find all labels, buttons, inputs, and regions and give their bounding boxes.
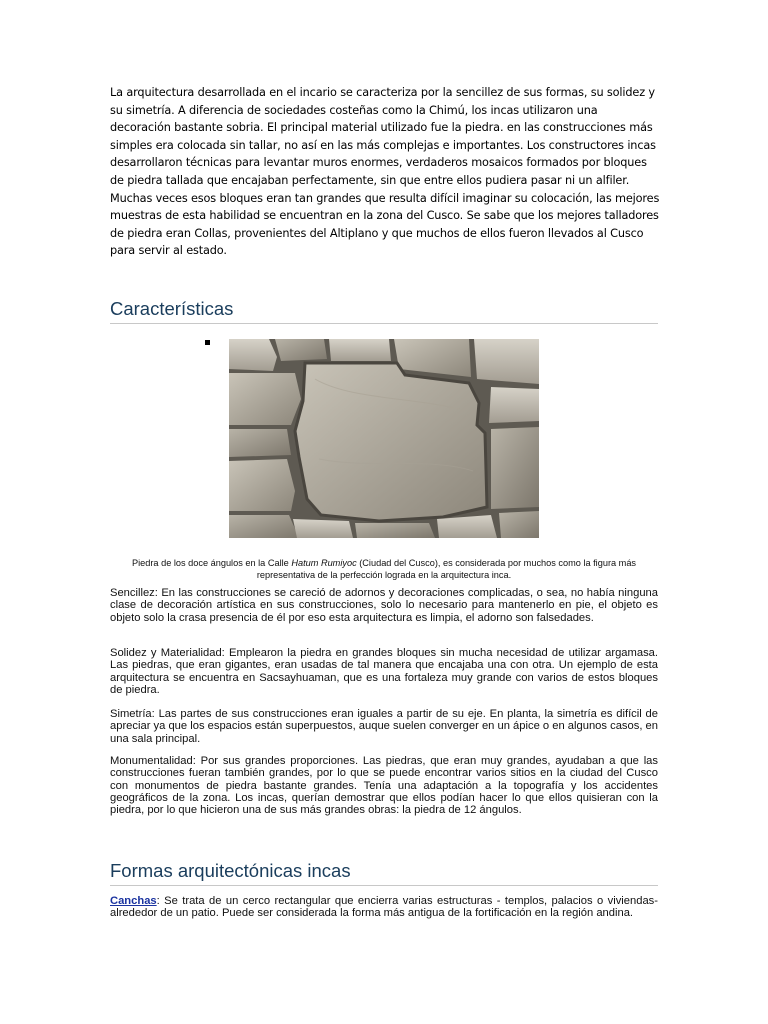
photo-caption bbox=[110, 557, 658, 582]
canchas-text: : Se trata de un cerco rectangular que encierra varias estructuras - templos, palacios o viviendas- alrededor de un patio. Puede ser considerada la forma más antigua de la fortificación en la región andina. bbox=[110, 895, 658, 920]
paragraph-simetria: Simetría: Las partes de sus construcciones eran iguales a partir de su eje. En planta, la simetría es difícil de apreciar ya que los espacios están superpuestos, auque suelen converger en un ápice o en algunos casos, en una sala principal. bbox=[110, 708, 658, 745]
heading-caracteristicas: Características bbox=[110, 298, 658, 324]
paragraph-solidez: Solidez y Materialidad: Emplearon la piedra en grandes bloques sin mucha necesidad de utilizar argamasa. Las piedras, que eran gigantes, eran usadas de tal manera que encajaba una con otra. Un ejemplo de esta arquitectura se encuentra en Sacsayhuaman, que es una fortaleza muy grande con varios de estos bloques de piedra. bbox=[110, 647, 658, 696]
paragraph-sencillez: Sencillez: En las construcciones se careció de adornos y decoraciones complicadas, o sea, no había ninguna clase de decoración artística en sus construcciones, solo lo necesario para mantenerlo en pie, el objeto es objeto solo la crasa presencia de él por eso esta arquitectura es limpia, el adorno son falsedades. bbox=[110, 587, 658, 624]
caption-street-name: Hatum Rumiyoc bbox=[291, 558, 357, 568]
canchas-link[interactable]: Canchas bbox=[110, 895, 157, 907]
paragraph-canchas bbox=[110, 895, 658, 920]
caption-text-after: (Ciudad del Cusco), es considerada por muchos como la figura más representativa de la perfección lograda en la arquitectura inca. bbox=[256, 558, 637, 581]
twelve-angle-stone-photo bbox=[229, 339, 539, 538]
list-bullet bbox=[205, 340, 210, 345]
paragraph-monumentalidad: Monumentalidad: Por sus grandes proporciones. Las piedras, que eran muy grandes, ayudaban a que las construcciones fueran también grandes, por lo que se puede encontrar varios sitios en la ciudad del Cusco con monumentos de piedra bastante grandes. Tenía una adaptación a la topografía y los accidentes geográficos de la zona. Los incas, querían demostrar que ellos podían hacer lo que ellos quisieran con la piedra, por lo que hicieron una de sus más grandes obras: la piedra de 12 ángulos. bbox=[110, 755, 658, 817]
intro-paragraph: La arquitectura desarrollada en el incario se caracteriza por la sencillez de sus formas, su solidez y su simetría. A diferencia de sociedades costeñas como la Chimú, los incas utilizaron una decoración bastante sobria. El principal material utilizado fue la piedra. en las construcciones más simples era colocada sin tallar, no así en las más complejas e importantes. Los constructores incas desarrollaron técnicas para levantar muros enormes, verdaderos mosaicos formados por bloques de piedra tallada que encajaban perfectamente, sin que entre ellos pudiera pasar ni un alfiler. Muchas veces esos bloques eran tan grandes que resulta difícil imaginar su colocación, las mejores muestras de esta habilidad se encuentran en la zona del Cusco. Se sabe que los mejores talladores de piedra eran Collas, provenientes del Altiplano y que muchos de ellos fueron llevados al Cusco para servir al estado. bbox=[110, 86, 660, 258]
heading-formas-arquitectonicas: Formas arquitectónicas incas bbox=[110, 860, 658, 886]
caption-text-before: Piedra de los doce ángulos en la Calle bbox=[131, 558, 292, 568]
